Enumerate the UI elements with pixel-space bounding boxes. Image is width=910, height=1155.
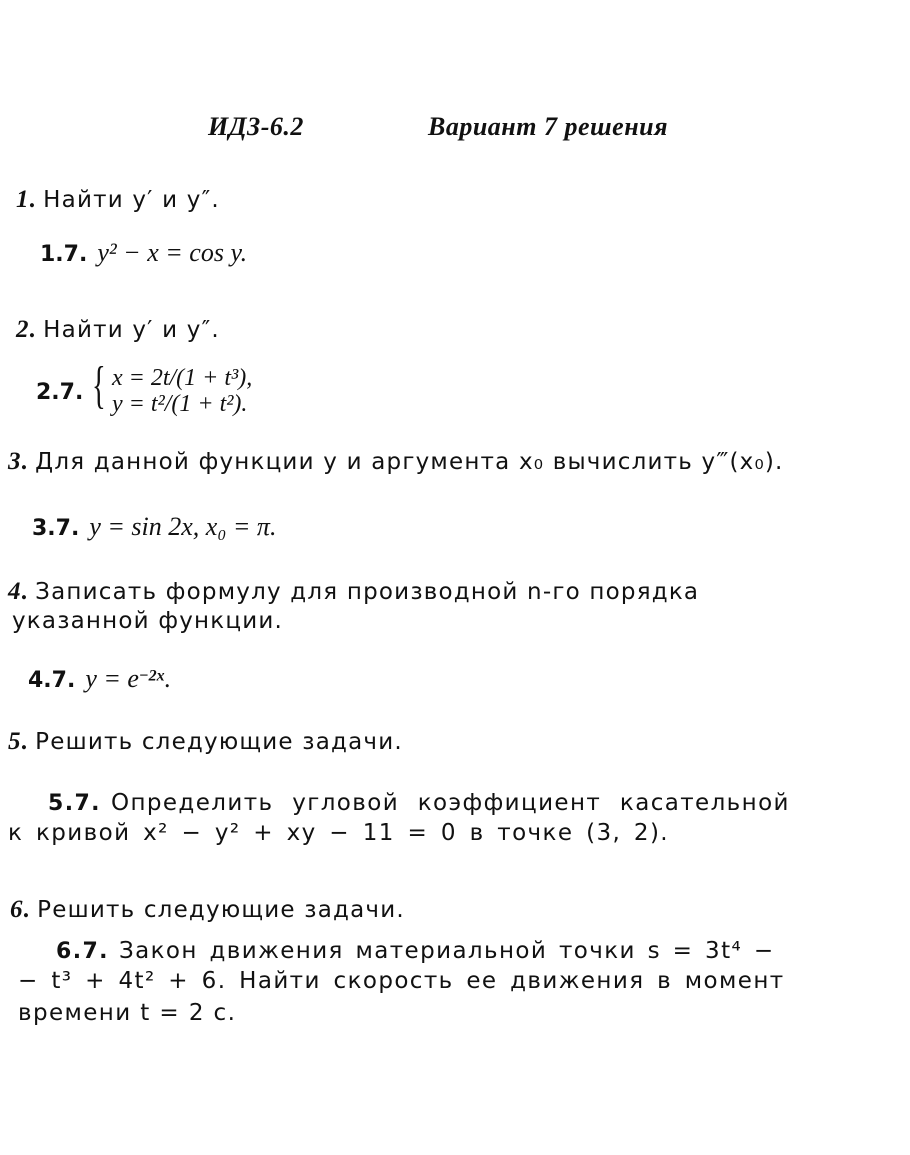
- task-text-line-1: Записать формулу для производной n-го порядка: [35, 579, 700, 605]
- subtask-number: 3.7.: [32, 516, 80, 541]
- task-2: [16, 316, 220, 344]
- variant-title: Вариант 7 решения: [428, 112, 668, 141]
- subtask-formula: y² − x = cos y.: [97, 238, 248, 267]
- task-6: [10, 896, 405, 924]
- subtask-6-7-line-2: − t³ + 4t² + 6. Найти скорость ее движения в момент: [18, 968, 785, 994]
- task-text: Для данной функции y и аргумента x₀ вычислить y‴(x₀).: [35, 449, 784, 475]
- task-4: [8, 578, 699, 606]
- task-1: [16, 186, 220, 214]
- subtask-number: 4.7.: [28, 668, 76, 693]
- task-number: 6.: [10, 896, 32, 923]
- task-text: Решить следующие задачи.: [37, 897, 405, 923]
- subtask-4-7: [28, 664, 171, 694]
- system-line-2: y = t²/(1 + t²).: [112, 391, 248, 417]
- subtask-1-7: [40, 238, 247, 268]
- task-text: Найти y′ и y″.: [43, 317, 220, 343]
- system-line-1: x = 2t/(1 + t³),: [112, 365, 253, 391]
- task-4-line-2: указанной функции.: [12, 608, 283, 634]
- subtask-5-7-line-2: к кривой x² − y² + xy − 11 = 0 в точке (3, 2).: [8, 820, 670, 846]
- subtask-tail: .: [164, 664, 172, 693]
- task-3: [8, 448, 784, 476]
- task-number: 4.: [8, 578, 30, 605]
- subtask-text: Определить угловой коэффициент касательной: [110, 790, 790, 816]
- subtask-number: 6.7.: [56, 939, 109, 964]
- subtask-number: 2.7.: [36, 380, 84, 405]
- system-brace: {: [92, 357, 106, 414]
- subtask-exponent: −2x: [138, 667, 165, 685]
- subtask-number: 1.7.: [40, 242, 88, 267]
- task-number: 5.: [8, 728, 30, 755]
- subtask-formula: y = sin 2x, x₀ = π.: [89, 512, 277, 541]
- task-text: Решить следующие задачи.: [35, 729, 403, 755]
- subtask-formula: y = e: [85, 664, 139, 693]
- subtask-6-7-line-3: времени t = 2 с.: [18, 1000, 237, 1026]
- subtask-2-7: [36, 357, 356, 424]
- task-number: 2.: [16, 316, 38, 343]
- subtask-6-7-line-1: [56, 938, 775, 964]
- task-number: 3.: [8, 448, 30, 475]
- subtask-number: 5.7.: [48, 791, 101, 816]
- subtask-3-7: [32, 512, 276, 542]
- task-5: [8, 728, 403, 756]
- subtask-text: Закон движения материальной точки s = 3t⁴ −: [118, 938, 775, 964]
- task-number: 1.: [16, 186, 38, 213]
- subtask-5-7-line-1: [48, 790, 790, 816]
- task-text: Найти y′ и y″.: [43, 187, 220, 213]
- document-title: ИДЗ-6.2: [208, 112, 304, 141]
